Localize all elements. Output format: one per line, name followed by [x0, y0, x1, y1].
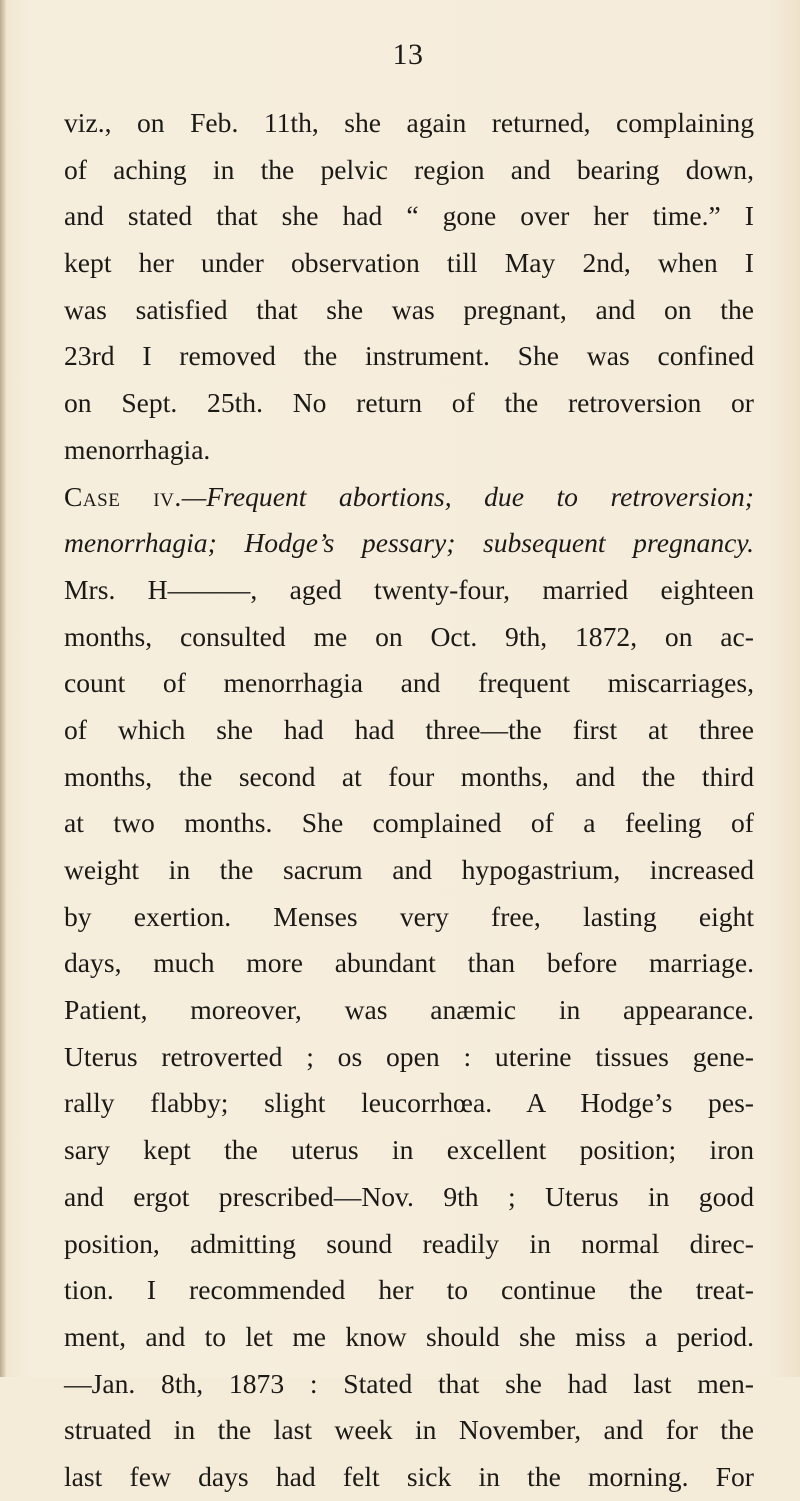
text-line: struated in the last week in November, and for the: [64, 1414, 754, 1446]
text-line: of aching in the pelvic region and bearing down,: [64, 153, 754, 185]
text-line: at two months. She complained of a feeling of: [64, 807, 754, 839]
text-line: Patient, moreover, was anæmic in appearance.: [64, 994, 754, 1026]
body-text: [64, 100, 754, 1501]
text-line: and ergot prescribed—Nov. 9th ; Uterus in good: [64, 1180, 754, 1212]
text-line: count of menorrhagia and frequent miscarriages,: [64, 667, 754, 699]
page-number: 13: [392, 38, 424, 71]
text-line: position, admitting sound readily in normal direc-: [64, 1227, 754, 1259]
text-line: ment, and to let me know should she miss a period.: [64, 1320, 754, 1352]
text-line: of which she had had three—the first at three: [64, 713, 754, 745]
text-line: and stated that she had “ gone over her time.” I: [64, 200, 754, 232]
case-heading-line: [64, 474, 754, 521]
text-line: on Sept. 25th. No return of the retroversion or: [64, 387, 754, 419]
text-line: 23rd I removed the instrument. She was confined: [64, 340, 754, 372]
text-line: Uterus retroverted ; os open : uterine tissues gene-: [64, 1040, 754, 1072]
text-line: was satisfied that she was pregnant, and on the: [64, 293, 754, 325]
text-line: last few days had felt sick in the morning. For: [64, 1460, 754, 1492]
text-line: —Jan. 8th, 1873 : Stated that she had last men-: [64, 1367, 754, 1399]
case-title-part-2: menorrhagia; Hodge’s pessary; subsequent pregnancy.: [64, 527, 754, 559]
text-line: months, the second at four months, and the third: [64, 760, 754, 792]
text-line: tion. I recommended her to continue the treat-: [64, 1274, 754, 1306]
text-line: sary kept the uterus in excellent position; iron: [64, 1134, 754, 1166]
text-line: by exertion. Menses very free, lasting eight: [64, 900, 754, 932]
case-label: Case iv.: [64, 480, 182, 512]
text-line: months, consulted me on Oct. 9th, 1872, on ac-: [64, 620, 754, 652]
text-line: menorrhagia.: [64, 433, 211, 465]
text-line: viz., on Feb. 11th, she again returned, complaining: [64, 107, 754, 138]
text-line: Mrs. H———, aged twenty-four, married eighteen: [64, 573, 754, 605]
text-line: rally flabby; slight leucorrhœa. A Hodge’s pes-: [64, 1087, 754, 1119]
page-binding-edge: [0, 0, 6, 1377]
text-line: days, much more abundant than before marriage.: [64, 947, 754, 979]
case-title-part-1: —Frequent abortions, due to retroversion;: [181, 480, 754, 512]
text-line: weight in the sacrum and hypogastrium, increased: [64, 854, 754, 885]
text-line: kept her under observation till May 2nd, when I: [64, 247, 754, 279]
